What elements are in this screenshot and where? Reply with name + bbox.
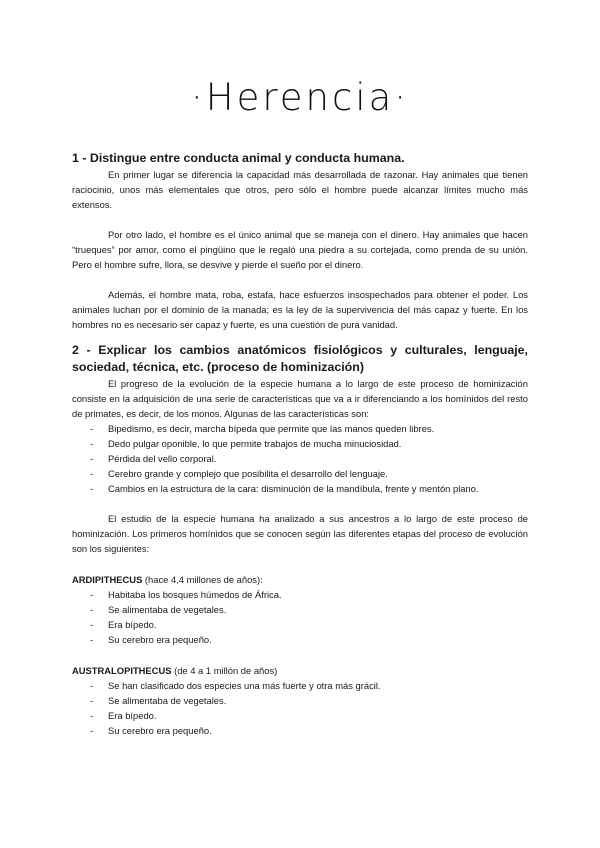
list-item-text: Pérdida del vello corporal.: [108, 453, 217, 464]
ardipithecus-traits-list: [72, 587, 528, 647]
section-1-paragraph-2: Por otro lado, el hombre es el único animal que se maneja con el dinero. Hay animales que hacen “trueques” por amor, como el pingüino que le regaló una piedra a su cortejada, como prenda de su unión. Pero el hombre sufre, llora, se desvive y pierde el sueño por el dinero.: [72, 229, 528, 270]
document-title: ·Herencia·: [190, 76, 410, 119]
list-item: [72, 602, 528, 617]
list-item: [72, 481, 528, 496]
bullet-dash: -: [90, 438, 94, 449]
list-item: [72, 451, 528, 466]
list-item: [72, 708, 528, 723]
list-item: [72, 421, 528, 436]
section-1-heading: 1 - Distingue entre conducta animal y conducta humana.: [72, 151, 405, 165]
species-ardipithecus-heading: [72, 572, 528, 587]
bullet-dash: -: [90, 695, 94, 706]
species-australopithecus-heading: [72, 663, 528, 678]
species-name: ARDIPITHECUS: [72, 574, 143, 585]
list-item-text: Habitaba los bosques húmedos de África.: [108, 589, 282, 600]
bullet-dash: -: [90, 468, 94, 479]
spacer: [72, 647, 528, 663]
species-age: (de 4 a 1 millón de años): [171, 665, 278, 676]
list-item: [72, 436, 528, 451]
spacer: [72, 272, 528, 287]
list-item-text: Dedo pulgar oponible, lo que permite trabajos de mucha minuciosidad.: [108, 438, 402, 449]
list-item-text: Se han clasificado dos especies una más fuerte y otra más grácil.: [108, 680, 381, 691]
bullet-dash: -: [90, 483, 94, 494]
bullet-dash: -: [90, 589, 94, 600]
document-body: [72, 150, 528, 738]
species-name: AUSTRALOPITHECUS: [72, 665, 172, 676]
spacer: [72, 332, 528, 342]
bullet-dash: -: [90, 710, 94, 721]
australopithecus-traits-list: [72, 678, 528, 738]
bullet-dash: -: [90, 725, 94, 736]
list-item-text: Se alimentaba de vegetales.: [108, 695, 227, 706]
bullet-dash: -: [90, 619, 94, 630]
list-item: [72, 723, 528, 738]
bullet-dash: -: [90, 453, 94, 464]
list-item-text: Era bípedo.: [108, 710, 157, 721]
list-item: [72, 678, 528, 693]
list-item: [72, 693, 528, 708]
list-item-text: Era bípedo.: [108, 619, 157, 630]
list-item: [72, 587, 528, 602]
list-item: [72, 632, 528, 647]
section-1-paragraph-3: Además, el hombre mata, roba, estafa, hace esfuerzos insospechados para obtener el poder. Los animales luchan por el dominio de la manada; es la ley de la supervivencia del más capaz y fuerte. En los hombres no es necesario ser capaz y fuerte, es una cuestión de pura vanidad.: [72, 289, 528, 330]
bullet-dash: -: [90, 423, 94, 434]
list-item-text: Su cerebro era pequeño.: [108, 634, 212, 645]
list-item: [72, 617, 528, 632]
bullet-dash: -: [90, 680, 94, 691]
list-item-text: Su cerebro era pequeño.: [108, 725, 212, 736]
characteristics-list: [72, 421, 528, 496]
bullet-dash: -: [90, 634, 94, 645]
list-item-text: Se alimentaba de vegetales.: [108, 604, 227, 615]
section-2-study-paragraph: El estudio de la especie humana ha analizado a sus ancestros a lo largo de este proceso de hominización. Los primeros homínidos que se conocen según las diferentes etapas del proceso de evolución son los siguientes:: [72, 513, 528, 554]
section-2-heading: 2 - Explicar los cambios anatómicos fisiológicos y culturales, lenguaje, sociedad, técnica, etc. (proceso de hominización): [72, 343, 528, 374]
spacer: [72, 212, 528, 227]
section-1-paragraph-1: En primer lugar se diferencia la capacidad más desarrollada de razonar. Hay animales que tienen raciocinio, unos más elementales que otros, pero sólo el hombre puede alcanzar límites mucho más extensos.: [72, 169, 528, 210]
list-item-text: Bipedismo, es decir, marcha bípeda que permite que las manos queden libres.: [108, 423, 435, 434]
list-item: [72, 466, 528, 481]
list-item-text: Cambios en la estructura de la cara: disminución de la mandíbula, frente y mentón plano.: [108, 483, 479, 494]
species-age: (hace 4,4 millones de años):: [142, 574, 263, 585]
spacer: [72, 556, 528, 572]
bullet-dash: -: [90, 604, 94, 615]
list-item-text: Cerebro grande y complejo que posibilita el desarrollo del lenguaje.: [108, 468, 388, 479]
spacer: [72, 496, 528, 511]
section-2-intro: El progreso de la evolución de la especie humana a lo largo de este proceso de hominización consiste en la adquisición de una serie de características que va a ir diferenciando a los homínidos del resto de primates, es decir, de los monos. Algunas de las características son:: [72, 378, 528, 419]
